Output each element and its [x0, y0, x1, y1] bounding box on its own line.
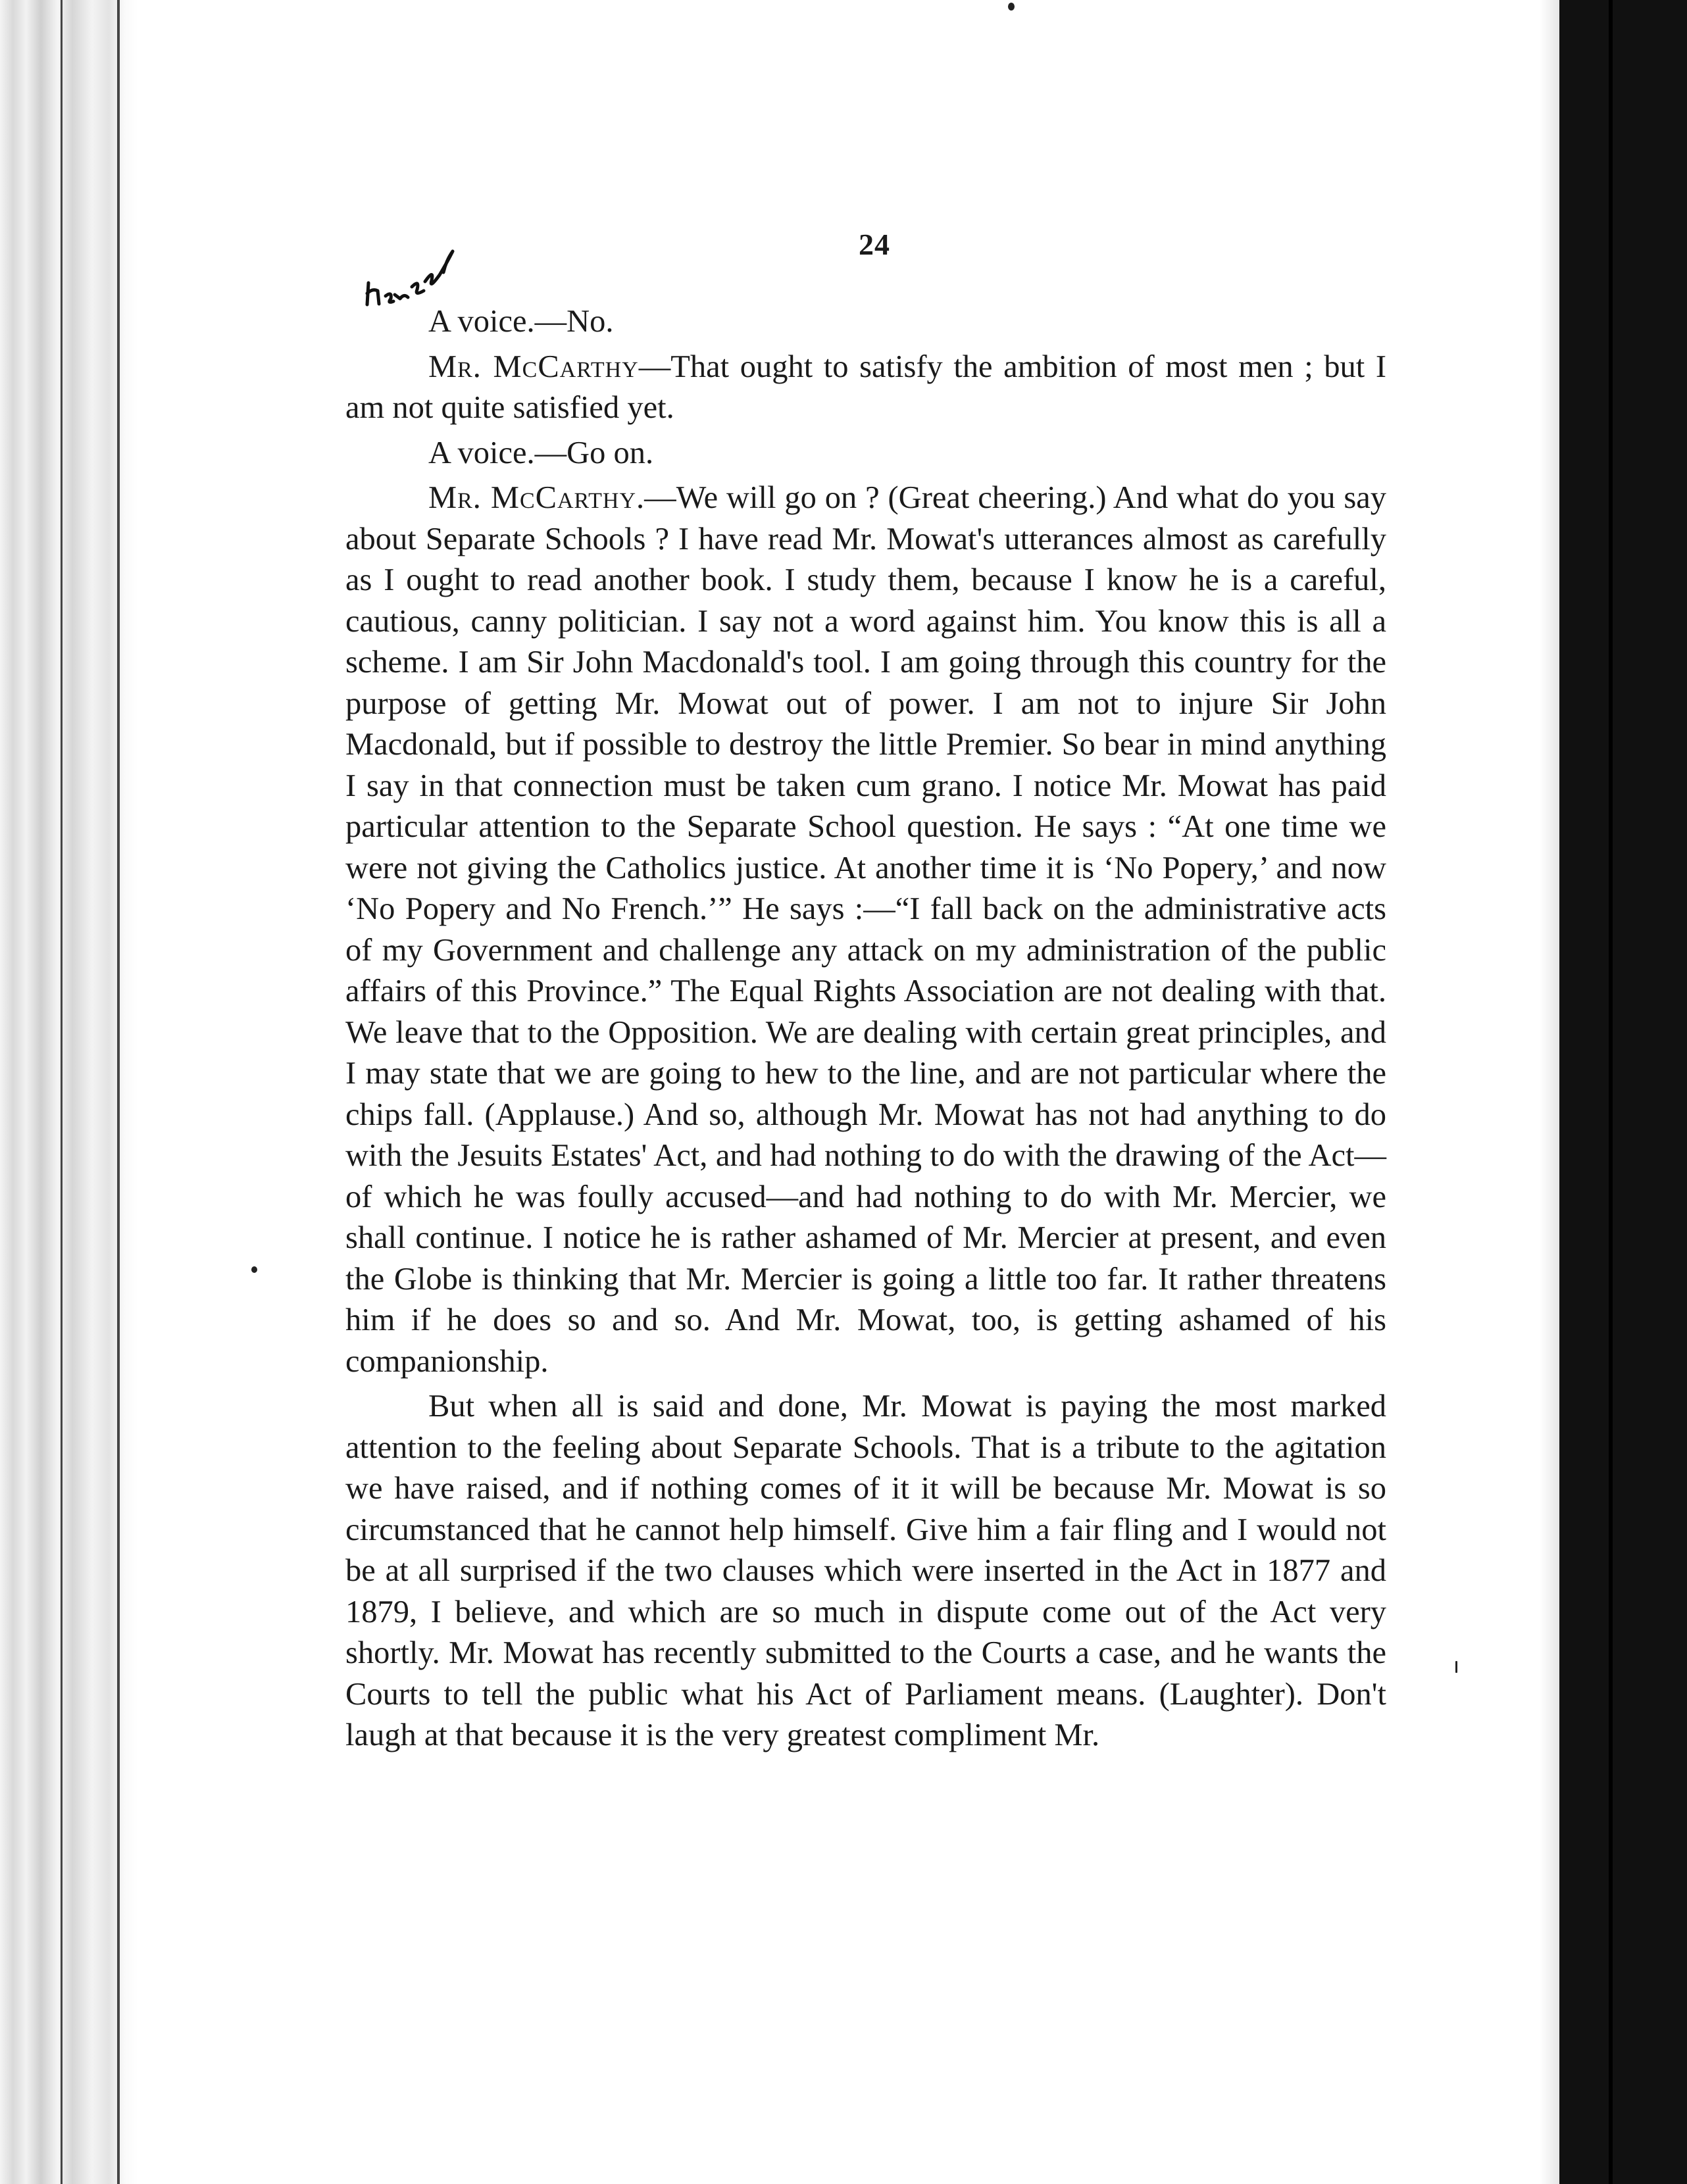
paragraph-text: But when all is said and done, Mr. Mowat is paying the most marked attention to the feeling about Separate Schools. That is a tribute to the agitation we have raised, and if nothing comes of it it will be because Mr. Mowat is so circumstanced that he cannot help himself. Give him a fair fling and I would not be at all surprised if the two clauses which were inserted in the Act in 1877 and 1879, I believe, and which are so much in dispute come out of the Act very shortly. Mr. Mowat has recently submitted to the Courts a case, and he wants the Courts to tell the public what his Act of Parliament means. (Laughter). Don't laugh at that because it is the very greatest compliment Mr. — [345, 1389, 1386, 1752]
print-speck — [1455, 1661, 1457, 1673]
speaker-name: Mr. McCarthy — [428, 480, 637, 515]
speaker-name: Mr. McCarthy — [428, 349, 639, 384]
paragraph-text: A voice.—Go on. — [428, 435, 654, 470]
paragraph — [345, 433, 1386, 474]
paragraph-text: —That ought to satisfy the ambition of most men ; but I am not quite satisfied yet. — [345, 349, 1386, 425]
print-speck — [251, 1266, 257, 1273]
print-speck — [1008, 3, 1015, 11]
paragraph — [345, 347, 1386, 429]
scan-border-rule — [1609, 0, 1613, 2184]
page-number: 24 — [859, 228, 890, 261]
paragraph — [345, 301, 1386, 343]
paragraph — [345, 478, 1386, 1382]
page-body-text — [345, 301, 1386, 1760]
page-edge-line — [61, 0, 63, 2184]
paragraph-text: A voice.—No. — [428, 304, 614, 339]
paragraph-text: .—We will go on ? (Great cheering.) And what do you say about Separate Schools ? I have read Mr. Mowat's utterances almost as carefully as I ought to read another book. I study them, because I know he is a careful, cautious, canny politician. I say not a word against him. You know this is all a scheme. I am Sir John Macdonald's tool. I am going through this country for the purpose of getting Mr. Mowat out of power. I am not to injure Sir John Macdonald, but if possible to destroy the little Premier. So bear in mind anything I say in that connection must be taken cum grano. I notice Mr. Mowat has paid particular attention to the Separate School question. He says : “At one time we were not giving the Catholics justice. At another time it is ‘No Popery,’ and now ‘No Popery and No French.’” He says :—“I fall back on the administrative acts of my Government and challenge any attack on my administration of the public affairs of this Province.” The Equal Rights Association are not dealing with that. We leave that to the Opposition. We are dealing with certain great principles, and I may state that we are going to hew to the line, and are not particular where the chips fall. (Applause.) And so, although Mr. Mowat has not had anything to do with the Jesuits Estates' Act, and had nothing to do with the drawing of the Act—of which he was foully accused—and had nothing to do with Mr. Mercier, we shall continue. I notice he is rather ashamed of Mr. Mercier at present, and even the Globe is thinking that Mr. Mercier is going a little too far. It rather threatens him if he does so and so. And Mr. Mowat, too, is getting ashamed of his companionship. — [345, 480, 1386, 1379]
gutter-shadow — [1540, 0, 1559, 2184]
paragraph — [345, 1386, 1386, 1756]
scan-border — [1559, 0, 1687, 2184]
page-edge-line — [117, 0, 120, 2184]
